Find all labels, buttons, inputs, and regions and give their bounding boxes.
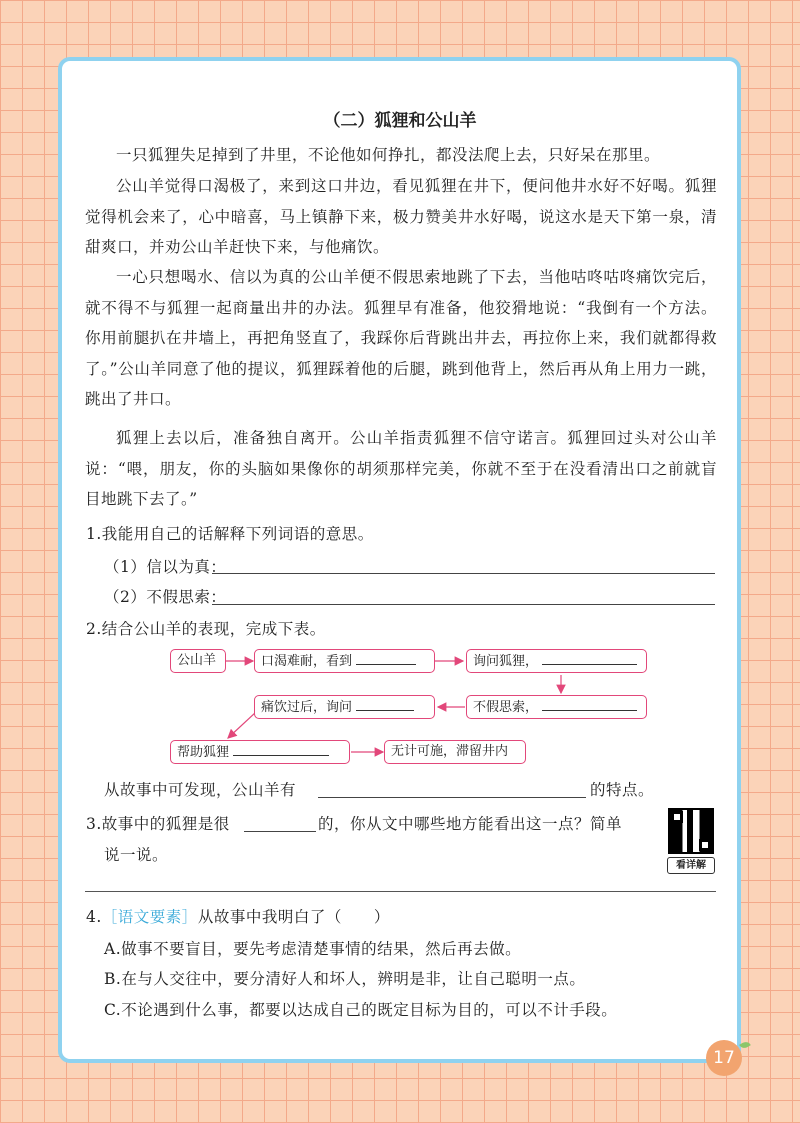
q3-answer-line[interactable] <box>85 891 716 892</box>
q4-number: 4. <box>86 908 102 926</box>
flow-ask-text: 询问狐狸， <box>473 654 539 669</box>
q2-summary-suffix: 的特点。 <box>590 781 655 799</box>
flow-drink-text: 痛饮过后，询问 <box>261 700 353 715</box>
flow-help-blank[interactable] <box>233 741 329 756</box>
flow-ask-box <box>466 649 647 673</box>
q3-stem-line2: 说一说。 <box>104 846 169 864</box>
flow-nothink-text: 不假思索， <box>473 700 539 715</box>
story-title: （二）狐狸和公山羊 <box>323 111 477 131</box>
q4-stem <box>86 905 390 927</box>
q1-stem: 1.我能用自己的话解释下列词语的意思。 <box>86 525 374 543</box>
q2-summary-blank[interactable] <box>318 797 586 798</box>
flow-stuck-box: 无计可施，滞留井内 <box>384 740 526 764</box>
q2-summary-prefix: 从故事中可发现，公山羊有 <box>104 781 297 799</box>
q1-item-1-label: （1）信以为真： <box>104 558 227 576</box>
flow-drink-blank[interactable] <box>356 696 414 711</box>
view-answer-label[interactable]: 看详解 <box>667 857 715 874</box>
q3-blank[interactable] <box>244 831 316 832</box>
q3-stem-suffix: 的，你从文中哪些地方能看出这一点？简单 <box>318 815 623 833</box>
flow-nothink-box <box>466 695 647 719</box>
q4-tag: ［语文要素］ <box>101 908 198 926</box>
q1-item-2-label: （2）不假思索： <box>104 588 227 606</box>
q4-option-a[interactable]: A.做事不要盲目，要先考虑清楚事情的结果，然后再去做。 <box>104 940 522 958</box>
story-paragraph-1: 一只狐狸失足掉到了井里，不论他如何挣扎，都没法爬上去，只好呆在那里。 <box>116 146 661 164</box>
flow-thirsty-box <box>254 649 435 673</box>
flow-nothink-blank[interactable] <box>542 696 637 711</box>
story-paragraph-3: 一心只想喝水、信以为真的公山羊便不假思索地跳了下去，当他咕咚咕咚痛饮完后，就不得不与狐狸一起商量出井的办法。狐狸早有准备，他狡猾地说：“我倒有一个方法。你用前腿扒在井墙上，再把角竖直了，我踩你后背跳出井去，再拉你上来，我们就都得救了。”公山羊同意了他的提议，狐狸踩着他的后腿，跳到他背上，然后再从角上用力一跳，跳出了井口。 <box>85 268 717 408</box>
flow-thirsty-text: 口渴难耐，看到 <box>261 654 353 669</box>
q4-option-b[interactable]: B.在与人交往中，要分清好人和坏人，辨明是非，让自己聪明一点。 <box>104 970 586 988</box>
flow-ask-blank[interactable] <box>542 650 637 665</box>
flow-goat-box: 公山羊 <box>170 649 226 673</box>
qr-code-icon[interactable] <box>668 808 714 854</box>
q4-question: 从故事中我明白了（ ） <box>197 908 390 926</box>
story-paragraph-2: 公山羊觉得口渴极了，来到这口井边，看见狐狸在井下，便问他井水好不好喝。狐狸觉得机会来了，心中暗喜，马上镇静下来，极力赞美井水好喝，说这水是天下第一泉，清甜爽口，并劝公山羊赶快下来，与他痛饮。 <box>85 177 717 256</box>
page-number: 17 <box>706 1040 742 1076</box>
flow-drink-box <box>254 695 435 719</box>
flow-help-box <box>170 740 350 764</box>
flow-help-text: 帮助狐狸 <box>177 745 230 760</box>
story-paragraph-4: 狐狸上去以后，准备独自离开。公山羊指责狐狸不信守诺言。狐狸回过头对公山羊说：“喂，朋友，你的头脑如果像你的胡须那样完美，你就不至于在没看清出口之前就盲目地跳下去了。” <box>85 429 717 508</box>
q2-stem: 2.结合公山羊的表现，完成下表。 <box>86 620 326 638</box>
q4-option-c[interactable]: C.不论遇到什么事，都要以达成自己的既定目标为目的，可以不计手段。 <box>104 1001 618 1019</box>
q3-stem-prefix: 3.故事中的狐狸是很 <box>86 815 230 833</box>
flow-thirsty-blank[interactable] <box>356 650 416 665</box>
